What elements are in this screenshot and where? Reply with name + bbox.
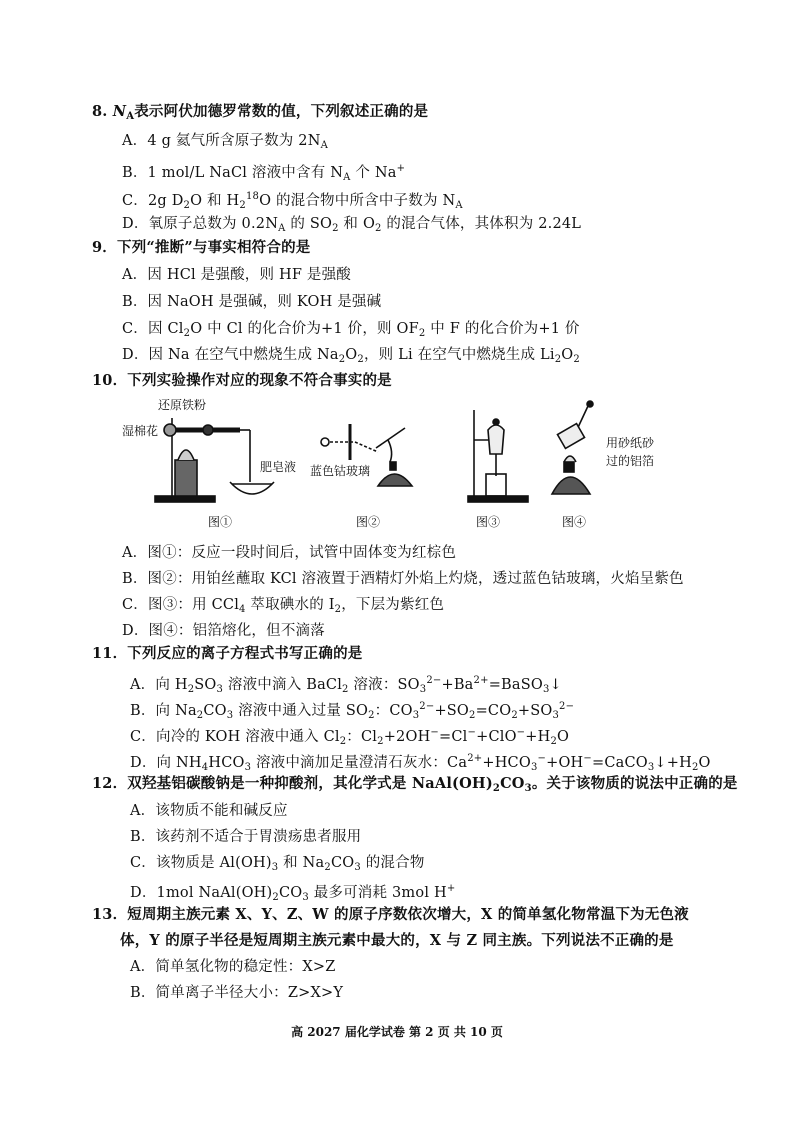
- q9-stem: 9．下列“推断”与事实相符合的是: [92, 239, 311, 256]
- q12-option-d: D．1mol $NaAl(OH)_2CO_3$ 最多可消耗 3mol H+: [130, 883, 456, 903]
- figure-4-aluminum-foil: [552, 401, 593, 494]
- caption-figure-1: 图①: [208, 515, 233, 529]
- label-foil-line-2: 过的铝箔: [606, 454, 655, 468]
- q12-option-b: B．该药剂不适合于胃溃疡患者服用: [130, 829, 362, 845]
- q11-option-d: D．向 $NH_4HCO_3$ 溶液中滴加足量澄清石灰水：$Ca^{2+}+HCO_3^-+OH^-=CaCO_3↓+H_2O$: [130, 753, 711, 773]
- q8-option-c: C．2g $D_2O$ 和 $H_2^{18}O$ 的混合物中所含中子数为 $N_A$: [122, 191, 463, 211]
- caption-figure-4: 图④: [562, 515, 587, 529]
- label-cobalt-glass: 蓝色钴玻璃: [310, 464, 371, 478]
- q13-option-a: A．简单氢化物的稳定性：X>Z: [130, 959, 336, 975]
- caption-figure-2: 图②: [356, 515, 381, 529]
- q11-option-b: B．向 $Na_2CO_3$ 溶液中通入过量 $SO_2$：$CO_3^{2-}+SO_2=CO_2+SO_3^{2-}$: [130, 701, 575, 721]
- q10-stem: 10．下列实验操作对应的现象不符合事实的是: [92, 372, 392, 389]
- page-footer: 高 2027 届化学试卷 第 2 页 共 10 页: [291, 1025, 503, 1039]
- q8-option-a: A．4 g 氦气所含原子数为 $2N_A$: [122, 133, 329, 151]
- label-wet-cotton: 湿棉花: [122, 424, 159, 438]
- q13-stem-line-1: 13．短周期主族元素 X、Y、Z、W 的原子序数依次增大，X 的简单氢化物常温下为无色液: [92, 906, 689, 923]
- q10-option-d: D．图④：铝箔熔化，但不滴落: [122, 623, 325, 639]
- q10-option-a: A．图①：反应一段时间后，试管中固体变为红棕色: [122, 545, 457, 561]
- q11-stem: 11．下列反应的离子方程式书写正确的是: [92, 645, 363, 662]
- q9-option-d: D．因 Na 在空气中燃烧生成 $Na_2O_2$，则 Li 在空气中燃烧生成 $Li_2O_2$: [122, 347, 580, 365]
- q11-option-c: C．向冷的 KOH 溶液中通入 $Cl_2$：$Cl_2+2OH^-=Cl^-+ClO^-+H_2O$: [130, 727, 570, 747]
- label-iron-powder: 还原铁粉: [158, 398, 207, 412]
- q12-option-c: C．该物质是 $Al(OH)_3$ 和 $Na_2CO_3$ 的混合物: [130, 855, 425, 873]
- q12-option-a: A．该物质不能和碱反应: [130, 803, 288, 819]
- q8-option-b: B．1 mol/L NaCl 溶液中含有 $N_A$ 个 Na+: [122, 163, 406, 183]
- q8-number: 8.: [92, 103, 108, 120]
- label-foil-line-1: 用砂纸砂: [606, 436, 655, 450]
- q13-option-b: B．简单离子半径大小：Z>X>Y: [130, 985, 344, 1001]
- q13-stem-line-2: 体，Y 的原子半径是短周期主族元素中最大的，X 与 Z 同主族。下列说法不正确的是: [120, 932, 674, 949]
- q12-stem: 12．双羟基铝碳酸钠是一种抑酸剂，其化学式是 $NaAl(OH)_2CO_3$。关于该物质的说法中正确的是: [92, 775, 738, 794]
- label-soap-solution: 肥皂液: [260, 460, 297, 474]
- caption-figure-3: 图③: [476, 515, 501, 529]
- q10-figures: [122, 398, 710, 530]
- q9-option-c: C．因 $Cl_2O$ 中 Cl 的化合价为+1 价，则 $OF_2$ 中 F 的化合价为+1 价: [122, 321, 580, 339]
- figure-3-separatory-funnel: [468, 410, 528, 502]
- q11-option-a: A．向 $H_2SO_3$ 溶液中滴入 BaCl$_2$ 溶液：$SO_3^{2-}+Ba^{2+}=BaSO_3↓$: [130, 675, 562, 695]
- figure-1-iron-steam-apparatus: [155, 418, 274, 502]
- q10-option-b: B．图②：用铂丝蘸取 KCl 溶液置于酒精灯外焰上灼烧，透过蓝色钴玻璃，火焰呈紫色: [122, 571, 684, 587]
- q10-option-c: C．图③：用 CCl$_4$ 萃取碘水的 $I_2$，下层为紫红色: [122, 597, 445, 615]
- q9-option-a: A．因 HCl 是强酸，则 HF 是强酸: [122, 267, 351, 283]
- q8-option-d: D．氧原子总数为 $0.2N_A$ 的 $SO_2$ 和 $O_2$ 的混合气体，其体积为 2.24L: [122, 216, 582, 234]
- q9-option-b: B．因 NaOH 是强碱，则 KOH 是强碱: [122, 294, 382, 310]
- q8-stem: 8. $N_A$表示阿伏加德罗常数的值，下列叙述正确的是: [92, 103, 429, 122]
